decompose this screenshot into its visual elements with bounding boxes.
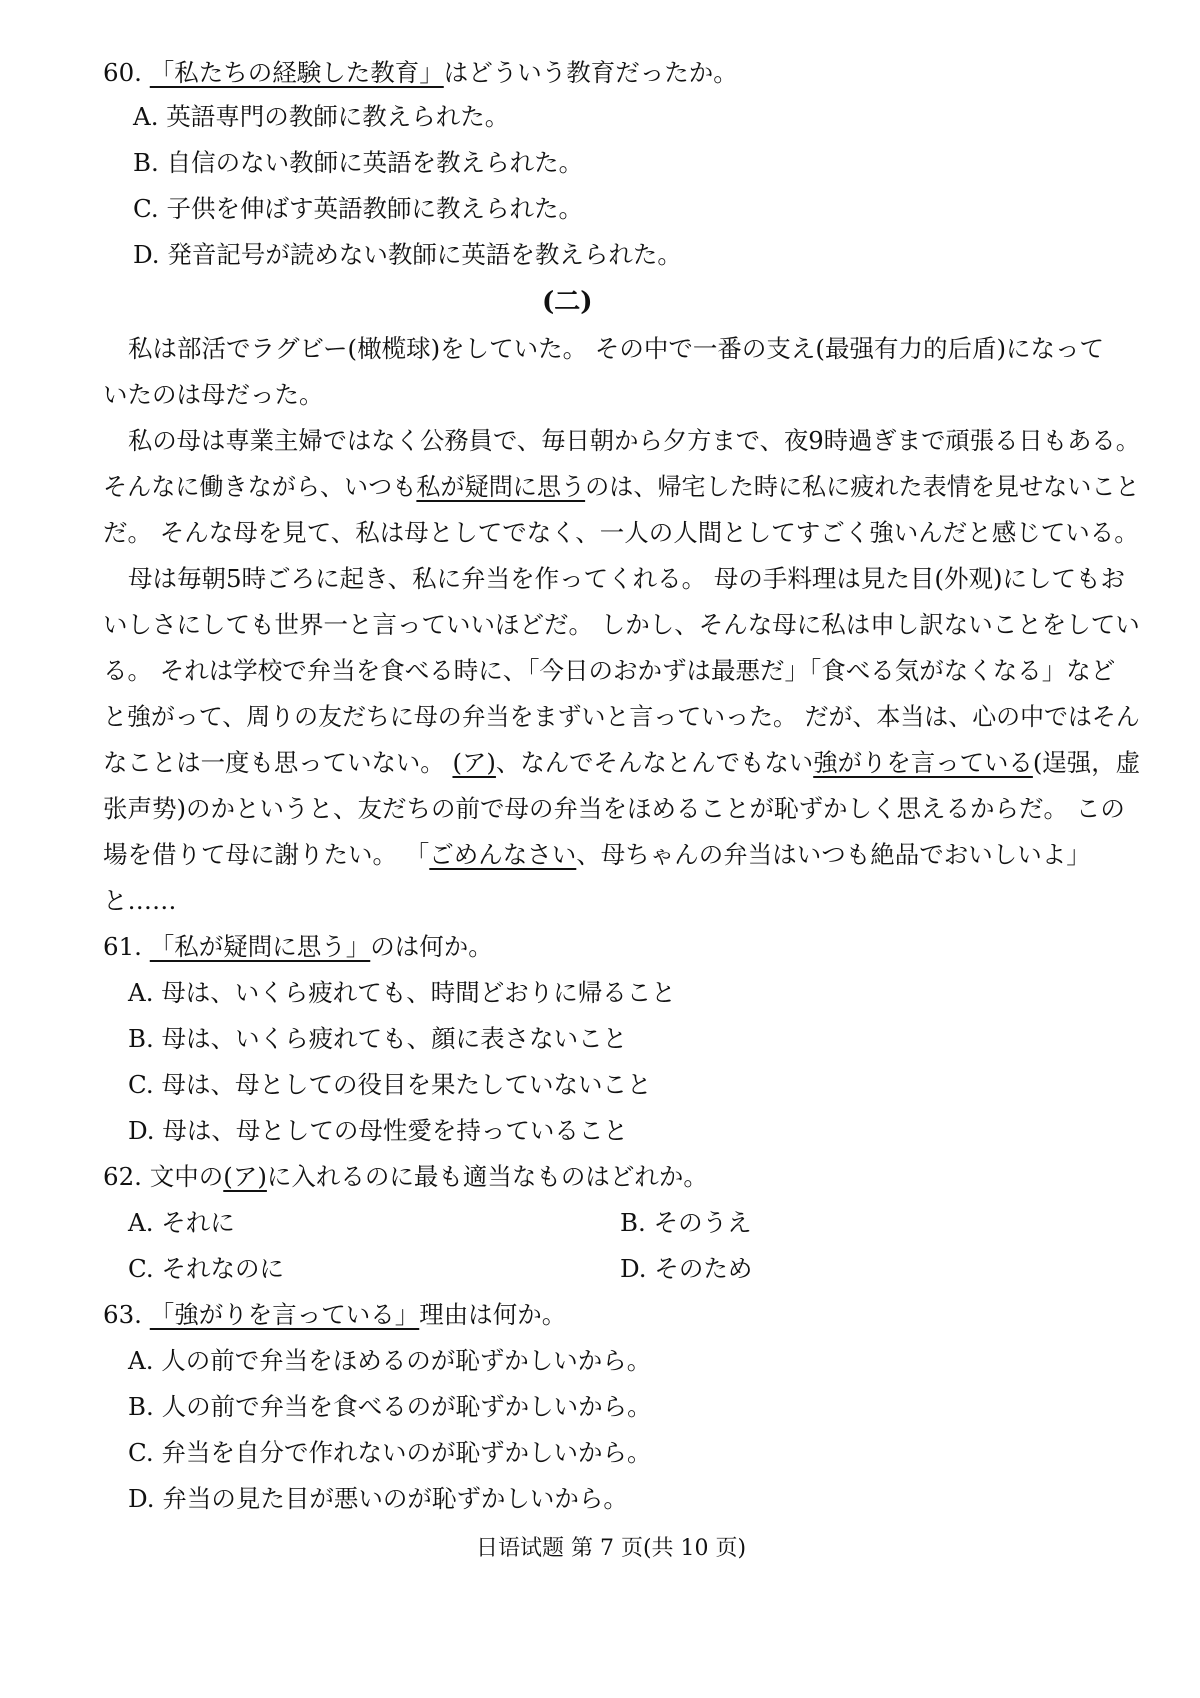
passage-text: (逞强，虚: [1032, 748, 1141, 777]
q62-stem-prefix: 文中の: [149, 1162, 224, 1191]
blank-a-marker: (ア): [452, 748, 496, 777]
underlined-phrase-61: 私が疑問に思う: [416, 472, 586, 501]
passage-p3-line3: る。 それは学校で弁当を食べる時に、「今日のおかずは最悪だ」「食べる気がなくなる」など: [103, 656, 1116, 685]
q63-option-d: D. 弁当の見た目が悪いのが恥ずかしいから。: [128, 1484, 628, 1513]
passage-text: そんなに働きながら、いつも: [103, 472, 417, 501]
q63-number: 63.: [103, 1300, 142, 1329]
passage-p3-line6: 张声势)のかというと、友だちの前で母の弁当をほめることが恥ずかしく思えるからだ。 この: [103, 794, 1125, 823]
q63-option-a: A. 人の前で弁当をほめるのが恥ずかしいから。: [128, 1346, 652, 1375]
q61-option-c: C. 母は、母としての役目を果たしていないこと: [128, 1070, 652, 1099]
q61-option-b: B. 母は、いくら疲れても、顔に表さないこと: [128, 1024, 628, 1053]
passage-p3-line5: [103, 746, 1140, 780]
passage-text: なことは一度も思っていない。: [103, 748, 453, 777]
q62-number: 62.: [103, 1162, 142, 1191]
passage-text: 、なんでそんなとんでもない: [495, 748, 814, 777]
underlined-apology: ごめんなさい: [429, 840, 577, 869]
q60-stem-rest: はどういう教育だったか。: [443, 58, 738, 87]
page-footer: 日语试题 第 7 页(共 10 页): [476, 1536, 747, 1561]
q62-option-d: D. そのため: [620, 1254, 753, 1283]
passage-p3-line8: と……: [103, 886, 177, 915]
passage-text: 、母ちゃんの弁当はいつも絶品でおいしいよ」: [576, 840, 1091, 869]
q63-underlined-phrase: 「強がりを言っている」: [149, 1300, 420, 1329]
q63-stem: [103, 1298, 566, 1332]
passage-p3-line1: 母は毎朝5時ごろに起き、私に弁当を作ってくれる。 母の手料理は見た目(外观)にしてもお: [128, 564, 1126, 593]
q63-option-b: B. 人の前で弁当を食べるのが恥ずかしいから。: [128, 1392, 652, 1421]
passage-p1-line2: いたのは母だった。: [103, 380, 324, 409]
passage-p2-line3: だ。 そんな母を見て、私は母としてでなく、一人の人間としてすごく強いんだと感じている。: [103, 518, 1139, 547]
q60-number: 60.: [103, 58, 142, 87]
passage-p3-line4: と強がって、周りの友だちに母の弁当をまずいと言っていった。 だが、本当は、心の中ではそん: [103, 702, 1140, 731]
passage-p3-line7: [103, 838, 1091, 872]
q61-number: 61.: [103, 932, 142, 961]
passage-p1-line1: 私は部活でラグビー(橄榄球)をしていた。 その中で一番の支え(最强有力的后盾)になって: [128, 334, 1105, 363]
q61-stem: [103, 930, 493, 964]
q62-option-b: B. そのうえ: [620, 1208, 752, 1237]
q60-stem: [103, 56, 738, 90]
passage-text: 場を借りて母に謝りたい。 「: [103, 840, 430, 869]
q62-stem-rest: に入れるのに最も適当なものはどれか。: [266, 1162, 708, 1191]
underlined-phrase-63: 強がりを言っている: [813, 748, 1033, 777]
q60-option-b: B. 自信のない教師に英語を教えられた。: [133, 148, 584, 177]
q60-option-c: C. 子供を伸ばす英語教師に教えられた。: [133, 194, 583, 223]
q60-underlined-phrase: 「私たちの経験した教育」: [149, 58, 444, 87]
q62-option-c: C. それなのに: [128, 1254, 284, 1283]
q60-option-d: D. 発音記号が読めない教師に英語を教えられた。: [133, 240, 682, 269]
q61-option-d: D. 母は、母としての母性愛を持っていること: [128, 1116, 628, 1145]
section-heading: (二): [542, 287, 593, 317]
q61-option-a: A. 母は、いくら疲れても、時間どおりに帰ること: [128, 978, 676, 1007]
q62-stem: [103, 1160, 708, 1194]
q62-blank-marker: (ア): [223, 1162, 267, 1191]
q63-stem-rest: 理由は何か。: [419, 1300, 567, 1329]
q62-option-a: A. それに: [128, 1208, 235, 1237]
passage-p2-line1: 私の母は専業主婦ではなく公務員で、毎日朝から夕方まで、夜9時過ぎまで頑張る日もある。: [128, 426, 1141, 455]
q63-option-c: C. 弁当を自分で作れないのが恥ずかしいから。: [128, 1438, 652, 1467]
q61-stem-rest: のは何か。: [370, 932, 493, 961]
passage-p3-line2: いしさにしても世界一と言っていいほどだ。 しかし、そんな母に私は申し訳ないことをしてい: [103, 610, 1140, 639]
q60-option-a: A. 英語専門の教師に教えられた。: [133, 102, 510, 131]
passage-p2-line2: [103, 470, 1140, 504]
q61-underlined-phrase: 「私が疑問に思う」: [149, 932, 371, 961]
passage-text: のは、帰宅した時に私に疲れた表情を見せないこと: [585, 472, 1140, 501]
